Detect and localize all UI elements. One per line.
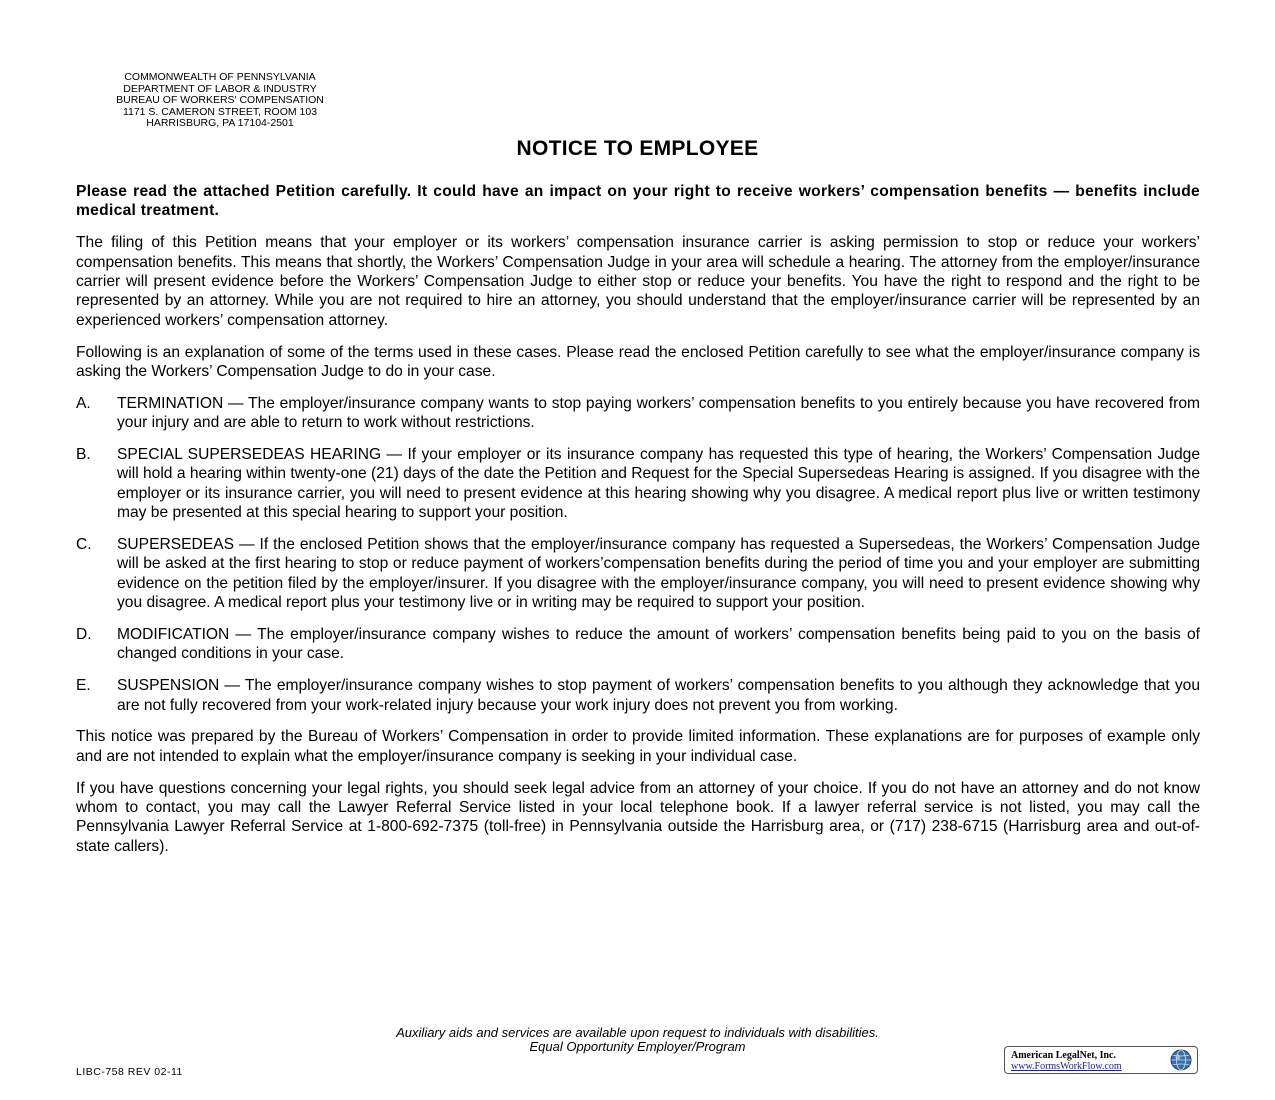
term-text: TERMINATION — The employer/insurance company wants to stop paying workers’ compensation benefits to you entirely because you have recovered from your injury and are able to return to work without restrictions. [117,394,1200,432]
term-item-special-supersedeas [76,445,1200,523]
agency-line: DEPARTMENT OF LABOR & INDUSTRY [123,82,317,95]
agency-line: BUREAU OF WORKERS' COMPENSATION [116,94,324,107]
lead-paragraph: Please read the attached Petition carefully. It could have an impact on your right to receive workers’ compensation benefits — benefits include medical treatment. [76,183,1200,220]
agency-line: COMMONWEALTH OF PENNSYLVANIA [124,71,316,83]
agency-address-block [70,72,370,130]
term-item-suspension [76,676,1200,715]
term-letter: D. [76,626,92,644]
term-text: SUSPENSION — The employer/insurance company wishes to stop payment of workers’ compensation benefits to you although they acknowledge that you are not fully recovered from your work-related injury because your work injury does not prevent you from working. [117,677,1200,714]
term-item-termination [76,394,1200,433]
auxiliary-aids-line: Auxiliary aids and services are available upon request to individuals with disabilities. [396,1025,879,1040]
paragraph-legal-advice: If you have questions concerning your legal rights, you should seek legal advice from an attorney of your choice. If you do not have an attorney and do not know whom to contact, you may call the Lawyer Referral Service listed in your local telephone book. If a lawyer referral service is not listed, you may call the Pennsylvania Lawyer Referral Service at 1-800-692-7375 (toll-free) in Pennsylvania outside the Harrisburg area, or (717) 238-6715 (Harrisburg area and out-of-state callers). [76,779,1200,855]
term-item-supersedeas [76,535,1200,613]
paragraph-notice-purpose: This notice was prepared by the Bureau of Workers’ Compensation in order to provide limited information. These explanations are for purposes of example only and are not intended to explain what the employer/insurance company is seeking in your individual case. [76,728,1200,765]
logo-website-link[interactable]: www.FormsWorkFlow.com [1011,1061,1122,1072]
equal-opportunity-line: Equal Opportunity Employer/Program [529,1038,746,1054]
logo-company-name: American LegalNet, Inc. [1011,1050,1116,1061]
page-title: NOTICE TO EMPLOYEE [516,137,759,160]
term-text: SPECIAL SUPERSEDEAS HEARING — If your employer or its insurance company has requested this type of hearing, the Workers’ Compensation Judge will hold a hearing within twenty-one (21) days of the date the Petition and Request for the Special Supersedeas Hearing is assigned. If you disagree with the employer or its insurance carrier, you will need to present evidence at this hearing showing why you disagree. A medical report plus live or written testimony may be presented at this special hearing to support your position. [117,446,1200,522]
paragraph-petition-filing: The filing of this Petition means that your employer or its workers’ compensation insurance carrier is asking permission to stop or reduce your workers’ compensation benefits. This means that shortly, the Workers’ Compensation Judge in your area will schedule a hearing. The attorney from the employer/insurance carrier will present evidence before the Workers’ Compensation Judge to either stop or reduce your benefits. You have the right to respond and the right to be represented by an attorney. While you are not required to hire an attorney, you should understand that the employer/insurance carrier will be represented by an experienced workers’ compensation attorney. [76,234,1200,329]
term-letter: C. [76,536,92,554]
agency-line: HARRISBURG, PA 17104-2501 [146,117,294,130]
american-legalnet-logo[interactable] [1004,1046,1198,1074]
agency-line: 1171 S. CAMERON STREET, ROOM 103 [122,105,318,118]
term-letter: A. [76,394,91,412]
globe-icon [1169,1048,1193,1072]
term-text: SUPERSEDEAS — If the enclosed Petition shows that the employer/insurance company has requested a Supersedeas, the Workers’ Compensation Judge will be asked at the first hearing to stop or reduce payment of workers’compensation benefits during the period of time you and your employer are submitting evidence on the petition filed by the employer/insurer. If you disagree with the employer/insurance company, you will need to present evidence showing why you disagree. A medical report plus your testimony live or in writing may be required to support your position. [117,536,1200,612]
paragraph-terms-intro: Following is an explanation of some of the terms used in these cases. Please read the enclosed Petition carefully to see what the employer/insurance company is asking the Workers’ Compensation Judge to do in your case. [76,343,1200,381]
term-letter: E. [76,677,91,695]
notice-body [76,182,1200,869]
form-number: LIBC-758 REV 02-11 [76,1066,183,1078]
term-letter: B. [76,446,91,464]
term-item-modification [76,625,1200,664]
term-text: MODIFICATION — The employer/insurance company wishes to reduce the amount of workers’ compensation benefits being paid to you on the basis of changed conditions in your case. [117,626,1200,663]
